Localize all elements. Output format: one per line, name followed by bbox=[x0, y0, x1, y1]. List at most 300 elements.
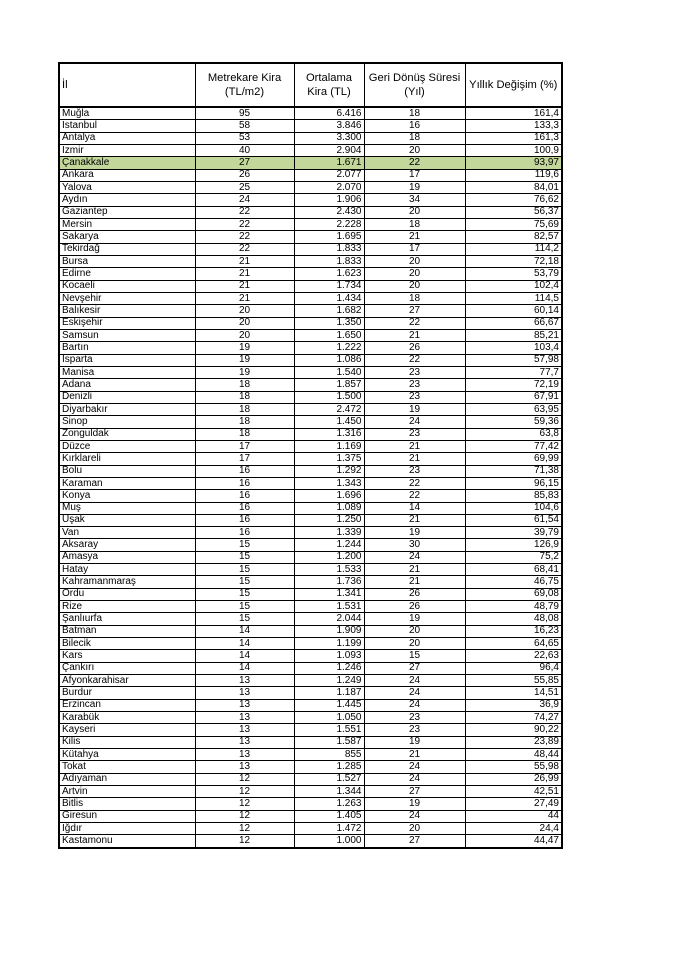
table-row bbox=[59, 120, 562, 132]
cell-rent-per-m2: 16 bbox=[195, 514, 294, 526]
table-row bbox=[59, 625, 562, 637]
cell-rent-per-m2: 21 bbox=[195, 268, 294, 280]
cell-rent-per-m2: 18 bbox=[195, 428, 294, 440]
table-row bbox=[59, 280, 562, 292]
table-row bbox=[59, 749, 562, 761]
cell-payback-period: 26 bbox=[364, 601, 465, 613]
cell-average-rent: 1.472 bbox=[294, 823, 364, 835]
cell-province: Muş bbox=[59, 502, 195, 514]
cell-average-rent: 3.300 bbox=[294, 132, 364, 144]
cell-annual-change: 59,36 bbox=[465, 416, 562, 428]
cell-payback-period: 24 bbox=[364, 687, 465, 699]
cell-average-rent: 1.200 bbox=[294, 551, 364, 563]
cell-average-rent: 2.472 bbox=[294, 403, 364, 415]
cell-province: Kırklareli bbox=[59, 453, 195, 465]
cell-annual-change: 104,6 bbox=[465, 502, 562, 514]
cell-annual-change: 24,4 bbox=[465, 823, 562, 835]
cell-rent-per-m2: 18 bbox=[195, 391, 294, 403]
cell-payback-period: 21 bbox=[364, 749, 465, 761]
table-row bbox=[59, 206, 562, 218]
cell-province: Manisa bbox=[59, 366, 195, 378]
cell-payback-period: 16 bbox=[364, 120, 465, 132]
cell-average-rent: 1.000 bbox=[294, 835, 364, 848]
cell-average-rent: 6.416 bbox=[294, 107, 364, 120]
cell-average-rent: 1.050 bbox=[294, 712, 364, 724]
cell-province: Sakarya bbox=[59, 231, 195, 243]
header-payback-period bbox=[364, 63, 465, 107]
cell-average-rent: 1.650 bbox=[294, 329, 364, 341]
cell-average-rent: 1.285 bbox=[294, 761, 364, 773]
cell-annual-change: 93,97 bbox=[465, 157, 562, 169]
cell-average-rent: 1.540 bbox=[294, 366, 364, 378]
cell-rent-per-m2: 15 bbox=[195, 551, 294, 563]
cell-province: Zonguldak bbox=[59, 428, 195, 440]
cell-payback-period: 30 bbox=[364, 539, 465, 551]
cell-rent-per-m2: 13 bbox=[195, 675, 294, 687]
cell-payback-period: 19 bbox=[364, 527, 465, 539]
cell-payback-period: 18 bbox=[364, 292, 465, 304]
cell-rent-per-m2: 21 bbox=[195, 280, 294, 292]
cell-annual-change: 77,7 bbox=[465, 366, 562, 378]
cell-province: Karabük bbox=[59, 712, 195, 724]
cell-province: Edirne bbox=[59, 268, 195, 280]
cell-payback-period: 24 bbox=[364, 416, 465, 428]
cell-province: Van bbox=[59, 527, 195, 539]
cell-payback-period: 18 bbox=[364, 218, 465, 230]
cell-rent-per-m2: 26 bbox=[195, 169, 294, 181]
cell-rent-per-m2: 13 bbox=[195, 724, 294, 736]
cell-rent-per-m2: 13 bbox=[195, 712, 294, 724]
cell-rent-per-m2: 14 bbox=[195, 625, 294, 637]
table-row bbox=[59, 662, 562, 674]
cell-average-rent: 2.044 bbox=[294, 613, 364, 625]
cell-average-rent: 1.734 bbox=[294, 280, 364, 292]
cell-rent-per-m2: 20 bbox=[195, 305, 294, 317]
table-body bbox=[59, 107, 562, 848]
cell-province: Amasya bbox=[59, 551, 195, 563]
cell-average-rent: 1.089 bbox=[294, 502, 364, 514]
cell-annual-change: 103,4 bbox=[465, 342, 562, 354]
table-row bbox=[59, 243, 562, 255]
cell-province: Batman bbox=[59, 625, 195, 637]
cell-rent-per-m2: 13 bbox=[195, 699, 294, 711]
cell-rent-per-m2: 27 bbox=[195, 157, 294, 169]
cell-average-rent: 1.292 bbox=[294, 465, 364, 477]
cell-annual-change: 55,85 bbox=[465, 675, 562, 687]
cell-province: Uşak bbox=[59, 514, 195, 526]
cell-rent-per-m2: 58 bbox=[195, 120, 294, 132]
cell-average-rent: 1.086 bbox=[294, 354, 364, 366]
cell-payback-period: 18 bbox=[364, 107, 465, 120]
cell-payback-period: 24 bbox=[364, 551, 465, 563]
header-province: İl bbox=[59, 63, 195, 107]
cell-province: Çanakkale bbox=[59, 157, 195, 169]
cell-payback-period: 26 bbox=[364, 588, 465, 600]
cell-province: Kocaeli bbox=[59, 280, 195, 292]
cell-province: Kars bbox=[59, 650, 195, 662]
cell-annual-change: 23,89 bbox=[465, 736, 562, 748]
cell-payback-period: 22 bbox=[364, 354, 465, 366]
table-row bbox=[59, 465, 562, 477]
cell-payback-period: 14 bbox=[364, 502, 465, 514]
cell-annual-change: 39,79 bbox=[465, 527, 562, 539]
cell-payback-period: 27 bbox=[364, 662, 465, 674]
cell-average-rent: 1.187 bbox=[294, 687, 364, 699]
table-row bbox=[59, 638, 562, 650]
table-row-highlighted bbox=[59, 157, 562, 169]
cell-annual-change: 63,95 bbox=[465, 403, 562, 415]
cell-payback-period: 19 bbox=[364, 613, 465, 625]
cell-rent-per-m2: 21 bbox=[195, 292, 294, 304]
cell-rent-per-m2: 18 bbox=[195, 379, 294, 391]
table-row bbox=[59, 601, 562, 613]
cell-province: Denizli bbox=[59, 391, 195, 403]
table-row bbox=[59, 551, 562, 563]
cell-payback-period: 20 bbox=[364, 823, 465, 835]
cell-province: Ordu bbox=[59, 588, 195, 600]
table-row bbox=[59, 169, 562, 181]
cell-province: Tekirdağ bbox=[59, 243, 195, 255]
cell-rent-per-m2: 16 bbox=[195, 502, 294, 514]
cell-payback-period: 22 bbox=[364, 317, 465, 329]
cell-annual-change: 72,18 bbox=[465, 255, 562, 267]
cell-average-rent: 1.695 bbox=[294, 231, 364, 243]
table-row bbox=[59, 514, 562, 526]
cell-rent-per-m2: 16 bbox=[195, 465, 294, 477]
cell-province: Muğla bbox=[59, 107, 195, 120]
cell-payback-period: 20 bbox=[364, 268, 465, 280]
cell-annual-change: 68,41 bbox=[465, 564, 562, 576]
cell-average-rent: 1.249 bbox=[294, 675, 364, 687]
cell-rent-per-m2: 19 bbox=[195, 366, 294, 378]
header-payback-period-text: Geri Dönüş Süresi (Yıl) bbox=[368, 72, 461, 98]
cell-annual-change: 46,75 bbox=[465, 576, 562, 588]
table-row bbox=[59, 712, 562, 724]
cell-rent-per-m2: 15 bbox=[195, 576, 294, 588]
cell-rent-per-m2: 13 bbox=[195, 749, 294, 761]
table-row bbox=[59, 428, 562, 440]
cell-average-rent: 1.343 bbox=[294, 477, 364, 489]
cell-payback-period: 17 bbox=[364, 243, 465, 255]
cell-annual-change: 44,47 bbox=[465, 835, 562, 848]
cell-annual-change: 60,14 bbox=[465, 305, 562, 317]
cell-payback-period: 22 bbox=[364, 490, 465, 502]
cell-annual-change: 66,67 bbox=[465, 317, 562, 329]
cell-payback-period: 20 bbox=[364, 638, 465, 650]
cell-province: Kahramanmaraş bbox=[59, 576, 195, 588]
cell-payback-period: 34 bbox=[364, 194, 465, 206]
table-row bbox=[59, 576, 562, 588]
cell-rent-per-m2: 18 bbox=[195, 416, 294, 428]
table-row bbox=[59, 231, 562, 243]
cell-average-rent: 1.244 bbox=[294, 539, 364, 551]
header-annual-change: Yıllık Değişim (%) bbox=[465, 63, 562, 107]
cell-payback-period: 19 bbox=[364, 736, 465, 748]
cell-payback-period: 20 bbox=[364, 144, 465, 156]
table-row bbox=[59, 675, 562, 687]
cell-payback-period: 22 bbox=[364, 477, 465, 489]
cell-province: Bilecik bbox=[59, 638, 195, 650]
cell-average-rent: 1.405 bbox=[294, 810, 364, 822]
cell-province: Rize bbox=[59, 601, 195, 613]
cell-average-rent: 1.623 bbox=[294, 268, 364, 280]
cell-annual-change: 27,49 bbox=[465, 798, 562, 810]
cell-rent-per-m2: 14 bbox=[195, 650, 294, 662]
cell-rent-per-m2: 15 bbox=[195, 601, 294, 613]
cell-annual-change: 82,57 bbox=[465, 231, 562, 243]
table-row bbox=[59, 810, 562, 822]
rent-table bbox=[58, 62, 563, 849]
cell-province: Samsun bbox=[59, 329, 195, 341]
cell-annual-change: 48,08 bbox=[465, 613, 562, 625]
cell-payback-period: 27 bbox=[364, 305, 465, 317]
cell-annual-change: 114,5 bbox=[465, 292, 562, 304]
cell-average-rent: 1.222 bbox=[294, 342, 364, 354]
cell-payback-period: 26 bbox=[364, 342, 465, 354]
cell-province: Karaman bbox=[59, 477, 195, 489]
cell-payback-period: 23 bbox=[364, 428, 465, 440]
cell-average-rent: 2.070 bbox=[294, 181, 364, 193]
cell-province: Kayseri bbox=[59, 724, 195, 736]
cell-province: Ankara bbox=[59, 169, 195, 181]
cell-rent-per-m2: 17 bbox=[195, 440, 294, 452]
table-row bbox=[59, 292, 562, 304]
table-row bbox=[59, 379, 562, 391]
cell-average-rent: 1.375 bbox=[294, 453, 364, 465]
cell-province: Şanlıurfa bbox=[59, 613, 195, 625]
table-row bbox=[59, 181, 562, 193]
cell-annual-change: 67,91 bbox=[465, 391, 562, 403]
cell-payback-period: 27 bbox=[364, 835, 465, 848]
cell-rent-per-m2: 25 bbox=[195, 181, 294, 193]
cell-annual-change: 119,6 bbox=[465, 169, 562, 181]
cell-rent-per-m2: 19 bbox=[195, 342, 294, 354]
cell-average-rent: 1.316 bbox=[294, 428, 364, 440]
cell-average-rent: 1.344 bbox=[294, 786, 364, 798]
cell-province: Düzce bbox=[59, 440, 195, 452]
header-average-rent bbox=[294, 63, 364, 107]
table-header bbox=[59, 63, 562, 107]
table-row bbox=[59, 268, 562, 280]
table-row bbox=[59, 342, 562, 354]
cell-annual-change: 64,65 bbox=[465, 638, 562, 650]
cell-payback-period: 21 bbox=[364, 453, 465, 465]
table-row bbox=[59, 835, 562, 848]
cell-province: Kastamonu bbox=[59, 835, 195, 848]
cell-annual-change: 63,8 bbox=[465, 428, 562, 440]
cell-payback-period: 20 bbox=[364, 255, 465, 267]
cell-payback-period: 23 bbox=[364, 724, 465, 736]
cell-rent-per-m2: 22 bbox=[195, 206, 294, 218]
cell-payback-period: 19 bbox=[364, 403, 465, 415]
cell-annual-change: 75,2 bbox=[465, 551, 562, 563]
table-row bbox=[59, 564, 562, 576]
table-row bbox=[59, 761, 562, 773]
table-row bbox=[59, 724, 562, 736]
table-row bbox=[59, 305, 562, 317]
cell-rent-per-m2: 15 bbox=[195, 564, 294, 576]
cell-average-rent: 1.682 bbox=[294, 305, 364, 317]
cell-province: İzmir bbox=[59, 144, 195, 156]
cell-province: Aydın bbox=[59, 194, 195, 206]
cell-payback-period: 24 bbox=[364, 761, 465, 773]
cell-payback-period: 21 bbox=[364, 231, 465, 243]
cell-annual-change: 126,9 bbox=[465, 539, 562, 551]
cell-province: Antalya bbox=[59, 132, 195, 144]
cell-province: Bolu bbox=[59, 465, 195, 477]
cell-average-rent: 1.350 bbox=[294, 317, 364, 329]
cell-payback-period: 23 bbox=[364, 366, 465, 378]
cell-rent-per-m2: 15 bbox=[195, 588, 294, 600]
cell-rent-per-m2: 19 bbox=[195, 354, 294, 366]
cell-rent-per-m2: 13 bbox=[195, 761, 294, 773]
table-row bbox=[59, 477, 562, 489]
cell-annual-change: 48,79 bbox=[465, 601, 562, 613]
cell-annual-change: 90,22 bbox=[465, 724, 562, 736]
table-row bbox=[59, 453, 562, 465]
cell-annual-change: 102,4 bbox=[465, 280, 562, 292]
cell-rent-per-m2: 20 bbox=[195, 329, 294, 341]
cell-average-rent: 1.339 bbox=[294, 527, 364, 539]
cell-province: Isparta bbox=[59, 354, 195, 366]
cell-annual-change: 96,15 bbox=[465, 477, 562, 489]
cell-average-rent: 1.527 bbox=[294, 773, 364, 785]
cell-payback-period: 21 bbox=[364, 329, 465, 341]
cell-province: Adana bbox=[59, 379, 195, 391]
cell-province: Balıkesir bbox=[59, 305, 195, 317]
cell-province: İstanbul bbox=[59, 120, 195, 132]
cell-province: Sinop bbox=[59, 416, 195, 428]
cell-annual-change: 161,3 bbox=[465, 132, 562, 144]
cell-rent-per-m2: 12 bbox=[195, 798, 294, 810]
cell-province: Hatay bbox=[59, 564, 195, 576]
cell-payback-period: 19 bbox=[364, 181, 465, 193]
cell-payback-period: 22 bbox=[364, 157, 465, 169]
cell-payback-period: 24 bbox=[364, 773, 465, 785]
cell-province: Çankırı bbox=[59, 662, 195, 674]
cell-average-rent: 1.246 bbox=[294, 662, 364, 674]
cell-annual-change: 42,51 bbox=[465, 786, 562, 798]
cell-average-rent: 855 bbox=[294, 749, 364, 761]
table-row bbox=[59, 403, 562, 415]
cell-average-rent: 2.228 bbox=[294, 218, 364, 230]
cell-average-rent: 1.696 bbox=[294, 490, 364, 502]
cell-rent-per-m2: 16 bbox=[195, 490, 294, 502]
cell-annual-change: 71,38 bbox=[465, 465, 562, 477]
header-average-rent-text: Ortalama Kira (TL) bbox=[305, 72, 352, 98]
table-row bbox=[59, 736, 562, 748]
table-row bbox=[59, 650, 562, 662]
cell-province: Adıyaman bbox=[59, 773, 195, 785]
table-row bbox=[59, 527, 562, 539]
cell-average-rent: 1.671 bbox=[294, 157, 364, 169]
header-rent-per-m2 bbox=[195, 63, 294, 107]
cell-annual-change: 76,62 bbox=[465, 194, 562, 206]
header-row bbox=[59, 63, 562, 107]
cell-average-rent: 1.833 bbox=[294, 243, 364, 255]
cell-rent-per-m2: 12 bbox=[195, 823, 294, 835]
table-row bbox=[59, 823, 562, 835]
cell-average-rent: 1.857 bbox=[294, 379, 364, 391]
cell-province: Burdur bbox=[59, 687, 195, 699]
cell-annual-change: 74,27 bbox=[465, 712, 562, 724]
cell-province: Erzincan bbox=[59, 699, 195, 711]
cell-payback-period: 24 bbox=[364, 675, 465, 687]
cell-province: Tokat bbox=[59, 761, 195, 773]
cell-average-rent: 2.904 bbox=[294, 144, 364, 156]
cell-annual-change: 69,99 bbox=[465, 453, 562, 465]
cell-rent-per-m2: 18 bbox=[195, 403, 294, 415]
cell-rent-per-m2: 12 bbox=[195, 773, 294, 785]
cell-province: Bartın bbox=[59, 342, 195, 354]
cell-annual-change: 114,2 bbox=[465, 243, 562, 255]
cell-average-rent: 1.587 bbox=[294, 736, 364, 748]
table-row bbox=[59, 218, 562, 230]
cell-province: Konya bbox=[59, 490, 195, 502]
table-row bbox=[59, 539, 562, 551]
cell-rent-per-m2: 16 bbox=[195, 477, 294, 489]
cell-annual-change: 48,44 bbox=[465, 749, 562, 761]
cell-annual-change: 57,98 bbox=[465, 354, 562, 366]
cell-rent-per-m2: 40 bbox=[195, 144, 294, 156]
cell-rent-per-m2: 13 bbox=[195, 736, 294, 748]
cell-average-rent: 1.445 bbox=[294, 699, 364, 711]
cell-average-rent: 1.533 bbox=[294, 564, 364, 576]
cell-average-rent: 1.450 bbox=[294, 416, 364, 428]
cell-annual-change: 53,79 bbox=[465, 268, 562, 280]
cell-rent-per-m2: 95 bbox=[195, 107, 294, 120]
cell-province: Kütahya bbox=[59, 749, 195, 761]
header-rent-per-m2-text: Metrekare Kira (TL/m2) bbox=[207, 72, 282, 98]
table-row bbox=[59, 687, 562, 699]
cell-annual-change: 44 bbox=[465, 810, 562, 822]
cell-annual-change: 85,21 bbox=[465, 329, 562, 341]
cell-annual-change: 55,98 bbox=[465, 761, 562, 773]
cell-rent-per-m2: 12 bbox=[195, 835, 294, 848]
table-row bbox=[59, 354, 562, 366]
table-row bbox=[59, 144, 562, 156]
cell-annual-change: 22,63 bbox=[465, 650, 562, 662]
cell-average-rent: 1.500 bbox=[294, 391, 364, 403]
cell-rent-per-m2: 15 bbox=[195, 613, 294, 625]
cell-province: Yalova bbox=[59, 181, 195, 193]
cell-annual-change: 36,9 bbox=[465, 699, 562, 711]
cell-annual-change: 77,42 bbox=[465, 440, 562, 452]
cell-rent-per-m2: 14 bbox=[195, 638, 294, 650]
cell-average-rent: 1.906 bbox=[294, 194, 364, 206]
cell-province: Artvin bbox=[59, 786, 195, 798]
table-row bbox=[59, 440, 562, 452]
cell-payback-period: 17 bbox=[364, 169, 465, 181]
cell-rent-per-m2: 12 bbox=[195, 786, 294, 798]
cell-rent-per-m2: 15 bbox=[195, 539, 294, 551]
table-row bbox=[59, 490, 562, 502]
cell-average-rent: 1.169 bbox=[294, 440, 364, 452]
cell-rent-per-m2: 17 bbox=[195, 453, 294, 465]
table-row bbox=[59, 786, 562, 798]
cell-annual-change: 56,37 bbox=[465, 206, 562, 218]
cell-payback-period: 21 bbox=[364, 514, 465, 526]
table-row bbox=[59, 773, 562, 785]
cell-province: Bitlis bbox=[59, 798, 195, 810]
cell-annual-change: 133,3 bbox=[465, 120, 562, 132]
cell-province: Afyonkarahisar bbox=[59, 675, 195, 687]
cell-annual-change: 61,54 bbox=[465, 514, 562, 526]
cell-payback-period: 24 bbox=[364, 699, 465, 711]
cell-payback-period: 23 bbox=[364, 712, 465, 724]
cell-payback-period: 27 bbox=[364, 786, 465, 798]
table-row bbox=[59, 798, 562, 810]
